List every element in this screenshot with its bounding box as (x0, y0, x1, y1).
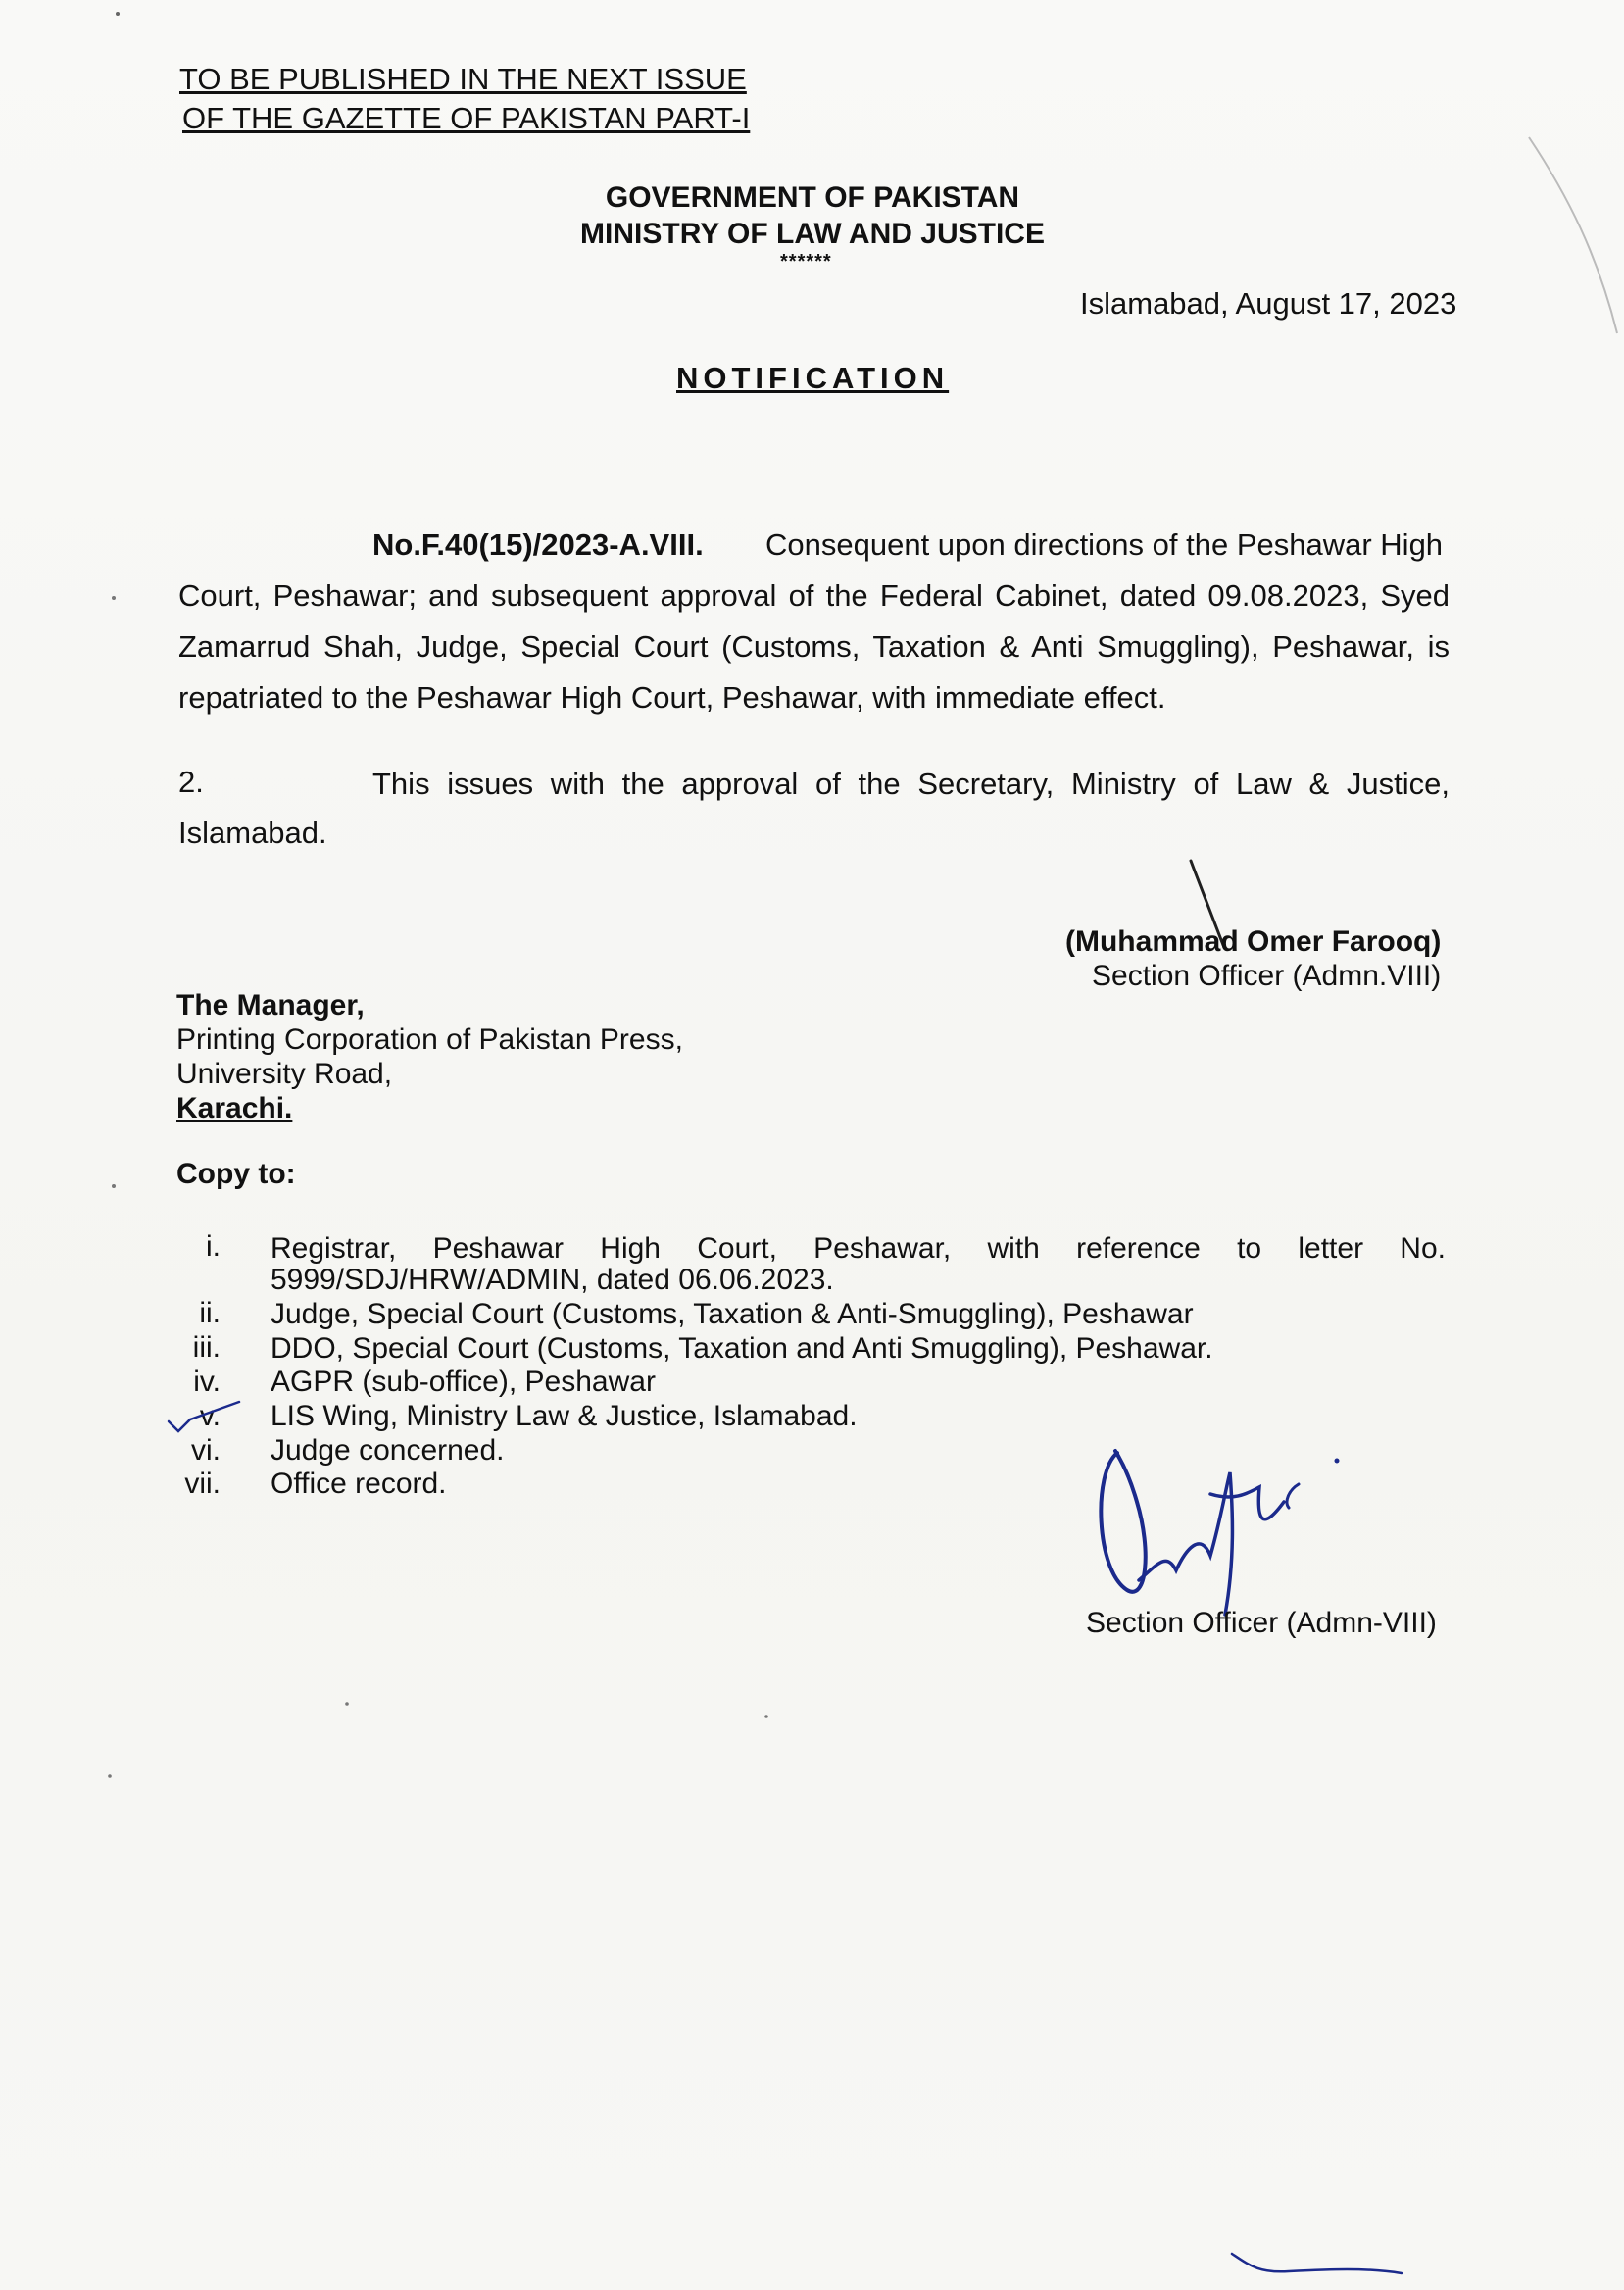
addressee-line1: Printing Corporation of Pakistan Press, (176, 1023, 683, 1056)
para1-line1: Consequent upon directions of the Peshawar High (765, 527, 1444, 562)
copy-item-number: vii. (184, 1468, 221, 1500)
copy-item-line: Judge, Special Court (Customs, Taxation & Anti-Smuggling), Peshawar (271, 1298, 1194, 1330)
ministry-heading: MINISTRY OF LAW AND JUSTICE (580, 218, 1045, 250)
copy-item-number: vi. (191, 1434, 221, 1467)
addressee-title: The Manager, (176, 989, 365, 1021)
copy-item-line: Judge concerned. (271, 1434, 505, 1467)
para2-number: 2. (178, 765, 204, 799)
para2-line2: Islamabad. (178, 816, 327, 850)
footer-signatory-title: Section Officer (Admn-VIII) (1086, 1607, 1437, 1639)
signatory-title: Section Officer (Admn.VIII) (1092, 960, 1442, 992)
copy-item-number: ii. (199, 1297, 221, 1329)
copy-item-number: i. (206, 1230, 221, 1263)
copy-item-line: LIS Wing, Ministry Law & Justice, Islamabad. (271, 1400, 858, 1432)
copy-item-line: DDO, Special Court (Customs, Taxation and Anti Smuggling), Peshawar. (271, 1332, 1213, 1365)
para1-line2: Court, Peshawar; and subsequent approval of the Federal Cabinet, dated 09.08.2023, Syed (178, 578, 1450, 613)
copy-item-line: Registrar, Peshawar High Court, Peshawar, with reference to letter No. (271, 1232, 1446, 1265)
issue-date: Islamabad, August 17, 2023 (1080, 286, 1457, 321)
gazette-line-1: TO BE PUBLISHED IN THE NEXT ISSUE (179, 62, 747, 96)
header-stars: ****** (780, 251, 832, 273)
copy-item-line: 5999/SDJ/HRW/ADMIN, dated 06.06.2023. (271, 1264, 834, 1296)
copy-item-number: v. (199, 1400, 221, 1432)
gazette-line-2: OF THE GAZETTE OF PAKISTAN PART-I (182, 101, 751, 135)
notification-ref: No.F.40(15)/2023-A.VIII. (372, 527, 704, 562)
copy-item-line: Office record. (271, 1468, 447, 1500)
copy-item-number: iii. (192, 1331, 221, 1364)
copy-item-number: iv. (193, 1366, 221, 1398)
copy-to-label: Copy to: (176, 1158, 296, 1190)
para2-line1: This issues with the approval of the Secretary, Ministry of Law & Justice, (372, 767, 1450, 801)
addressee-city: Karachi. (176, 1092, 293, 1124)
signatory-name: (Muhammad Omer Farooq) (1065, 925, 1442, 958)
copy-item-line: AGPR (sub-office), Peshawar (271, 1366, 656, 1398)
para1-line4: repatriated to the Peshawar High Court, Peshawar, with immediate effect. (178, 680, 1166, 715)
notification-title: NOTIFICATION (676, 361, 950, 395)
government-heading: GOVERNMENT OF PAKISTAN (605, 181, 1020, 214)
para1-line3: Zamarrud Shah, Judge, Special Court (Customs, Taxation & Anti Smuggling), Peshawar, is (178, 629, 1450, 664)
addressee-line2: University Road, (176, 1058, 393, 1090)
